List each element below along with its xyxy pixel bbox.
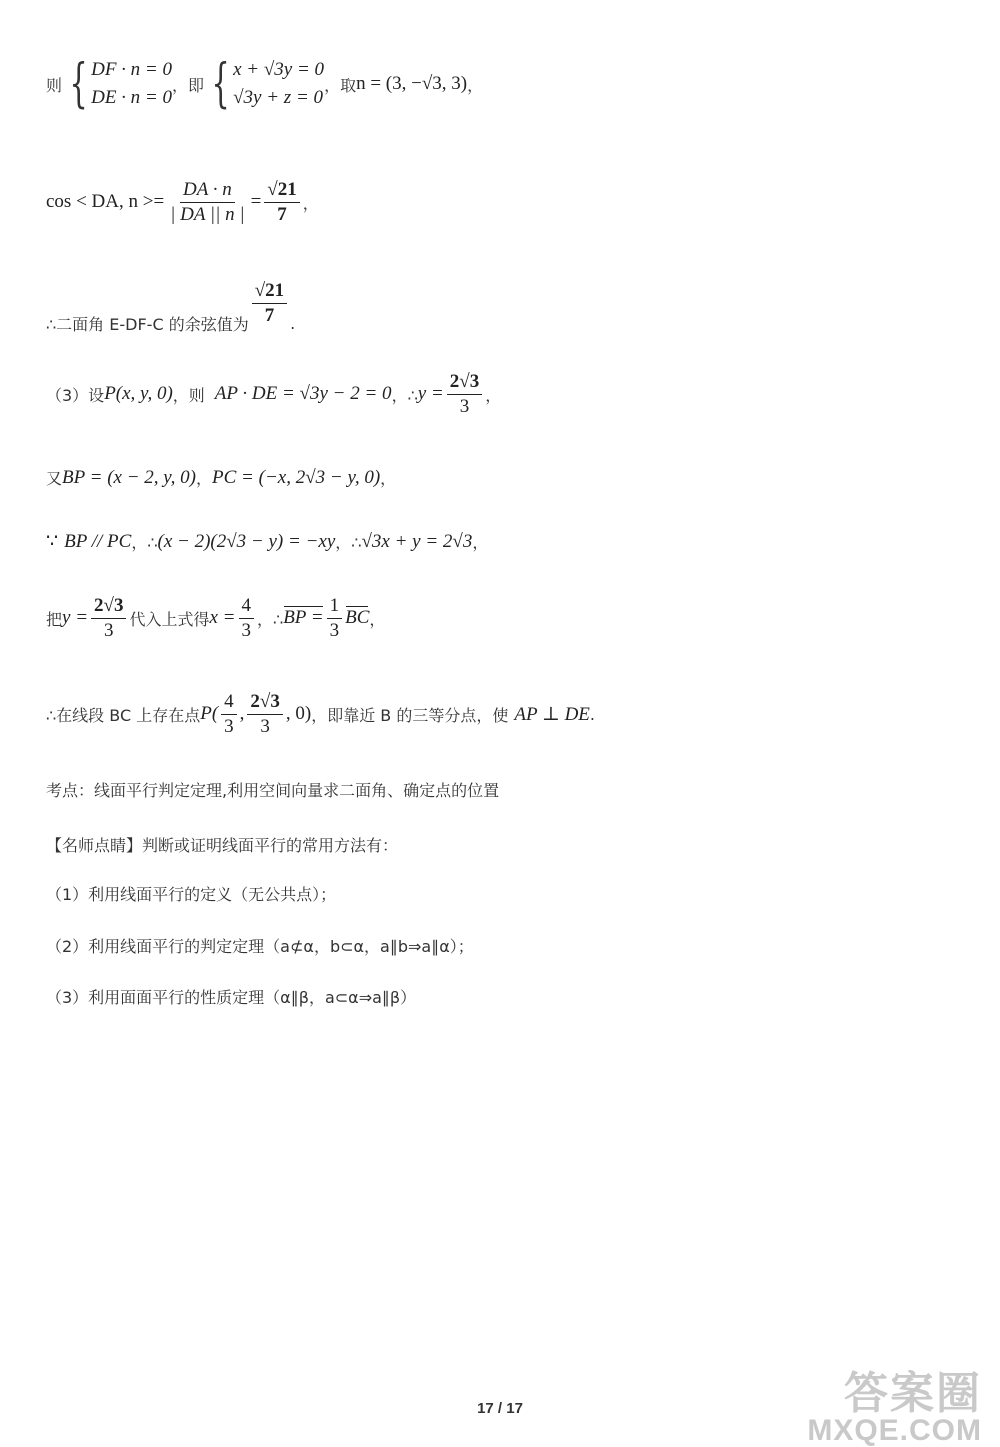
cosine-value-line	[46, 272, 295, 335]
existence-line	[46, 692, 595, 737]
fraction-numerator: 2√3	[447, 372, 482, 395]
punctuation: ，	[467, 75, 484, 95]
therefore: ，∴	[391, 385, 418, 405]
cos-fraction	[167, 180, 247, 225]
punctuation: ，	[485, 385, 502, 405]
trisection-text: ，即靠近 B 的三等分点，使	[311, 705, 509, 725]
text-qu: ，取	[324, 75, 357, 95]
therefore: ，∴	[257, 609, 284, 629]
method-item-1: （1）利用线面平行的定义（无公共点）；	[46, 885, 337, 904]
vectors-line	[46, 466, 396, 489]
eq-df-n: DF · n = 0	[91, 59, 173, 80]
mingshi-line: 【名师点睛】判断或证明线面平行的常用方法有：	[46, 836, 399, 855]
page-number: 17 / 17	[477, 1400, 523, 1417]
dot-product-equation: AP · DE = √3y − 2 = 0	[214, 383, 392, 405]
x-equals: x =	[209, 607, 236, 629]
left-brace: {	[69, 54, 88, 114]
left-brace: {	[211, 54, 230, 114]
fraction-numerator: DA · n	[180, 180, 235, 203]
punctuation: .	[589, 704, 596, 724]
y-equals: y =	[62, 607, 89, 629]
equals-sign: =	[250, 191, 262, 213]
equation-1: (x − 2)(2√3 − y) = −xy	[157, 530, 336, 552]
vector-bc: BC	[345, 607, 370, 629]
eq-de-n: DE · n = 0	[91, 87, 173, 108]
punctuation: .	[290, 314, 296, 333]
parallel-condition: BP // PC	[64, 530, 132, 552]
fraction-numerator: 4	[221, 692, 237, 715]
eq-x-y: x + √3y = 0	[233, 59, 325, 80]
method-item-3: （3）利用面面平行的性质定理（α∥β，a⊂α⇒a∥β）	[46, 988, 417, 1007]
therefore: ，∴	[335, 533, 362, 552]
fraction-denominator: | DA || n |	[170, 203, 245, 225]
substitute-text: 代入上式得	[129, 609, 210, 629]
one-third-fraction	[327, 596, 343, 641]
point-p-open: P(	[200, 703, 219, 725]
part-label: （3）设	[46, 385, 105, 405]
equation-system-line	[46, 54, 484, 114]
punctuation: ，	[196, 469, 213, 488]
kaodian-line: 考点：线面平行判定定理,利用空间向量求二面角、确定点的位置	[46, 781, 500, 800]
punctuation: ，	[302, 193, 319, 213]
point-p: P(x, y, 0)	[104, 383, 173, 405]
part3-line	[46, 372, 501, 417]
existence-text: ∴在线段 BC 上存在点	[46, 705, 201, 725]
method-item-2: （2）利用线面平行的判定定理（a⊄α，b⊂α，a∥b⇒a∥α）；	[46, 937, 474, 956]
fraction-numerator: 4	[239, 596, 255, 619]
punctuation: ，	[472, 533, 489, 552]
fraction-denominator: 3	[459, 395, 470, 417]
fraction-denominator: 3	[260, 715, 270, 737]
conclusion-text: ∴二面角 E-DF-C 的余弦值为	[46, 315, 249, 334]
fraction-numerator: √21	[264, 180, 299, 203]
therefore: ，∴	[131, 533, 158, 552]
punctuation: ，	[369, 609, 386, 629]
text-you: 又	[46, 469, 63, 488]
punctuation: ，	[380, 469, 397, 488]
system-2	[204, 54, 325, 114]
text-ba: 把	[46, 609, 63, 629]
fraction-denominator: 3	[104, 619, 114, 641]
point-p-close: , 0)	[285, 703, 312, 725]
fraction-denominator: 3	[224, 715, 234, 737]
equation-2: √3x + y = 2√3	[361, 530, 473, 552]
py-fraction	[247, 692, 282, 737]
vector-bp: BP = (x − 2, y, 0)	[62, 466, 196, 488]
y-equals: y =	[417, 383, 444, 405]
cosine-line	[46, 180, 319, 225]
eq-y-z: √3y + z = 0	[233, 87, 324, 108]
fraction-numerator: 2√3	[247, 692, 282, 715]
watermark-bottom: MXQE.COM	[807, 1414, 982, 1447]
fraction-denominator: 3	[241, 619, 251, 641]
text-ze: 则	[46, 75, 63, 95]
perpendicular-condition: AP ⊥ DE	[514, 703, 590, 725]
cos-expression: cos < DA, n >=	[46, 191, 165, 213]
fraction-numerator: 1	[327, 596, 343, 619]
fraction-denominator: 7	[277, 203, 287, 225]
result-fraction	[264, 180, 299, 225]
comma: ,	[239, 703, 245, 725]
text-ze: ，则	[172, 385, 205, 405]
fraction-denominator: 3	[329, 619, 340, 641]
y-value-fraction	[447, 372, 482, 417]
watermark-top: 答案圈	[844, 1369, 982, 1418]
x-fraction	[239, 596, 255, 641]
parallel-line	[46, 530, 488, 553]
because-symbol: ∵	[46, 531, 59, 552]
vector-bp: BP =	[283, 607, 324, 629]
system-1	[62, 54, 173, 114]
normal-vector: n = (3, −√3, 3)	[356, 73, 468, 94]
vector-pc: PC = (−x, 2√3 − y, 0)	[212, 466, 381, 488]
cosine-value-fraction	[252, 281, 287, 326]
substitute-line	[46, 596, 385, 641]
y-fraction	[91, 596, 126, 641]
fraction-denominator: 7	[264, 305, 275, 326]
fraction-numerator: 2√3	[91, 596, 126, 619]
px-fraction	[221, 692, 237, 737]
text-ji: ，即	[172, 75, 205, 95]
fraction-numerator: √21	[252, 281, 287, 304]
